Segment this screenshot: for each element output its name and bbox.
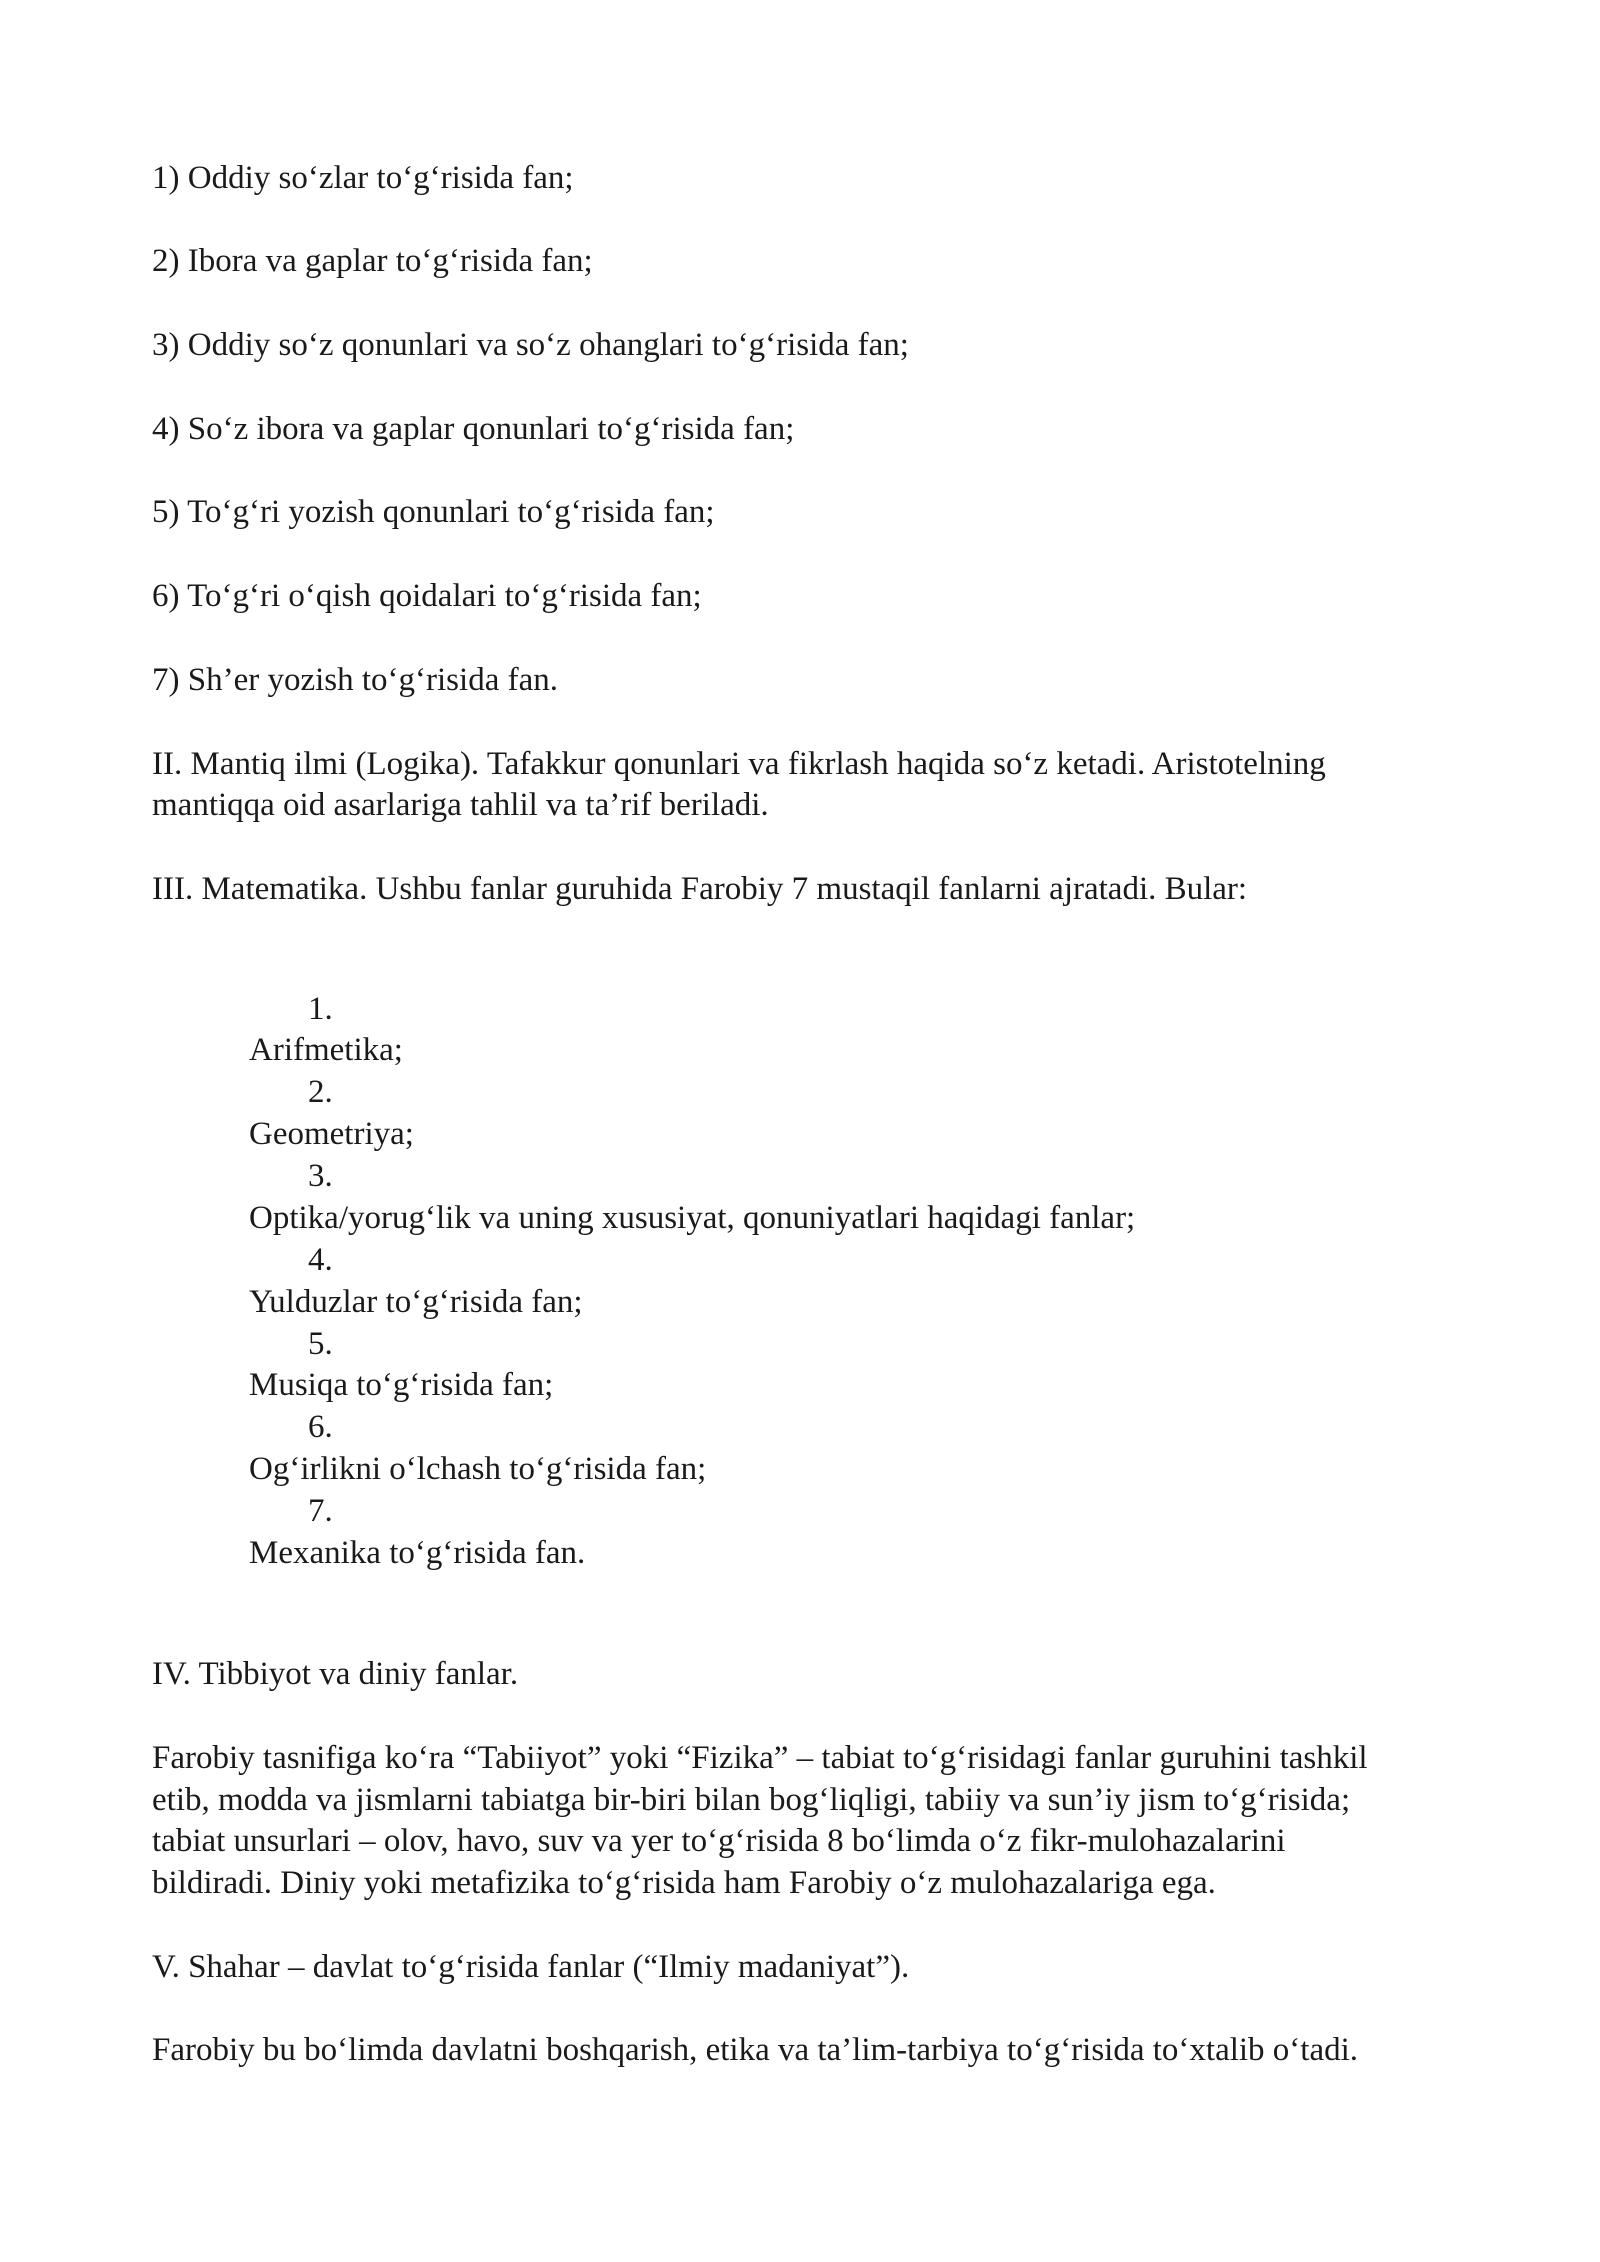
math-list-number: 7. <box>308 1493 333 1529</box>
intro-list-item-6: 6) To‘g‘ri o‘qish qoidalari to‘g‘risida fan; <box>152 578 702 614</box>
farobiy-para-line-2: etib, modda va jismlarni tabiatga bir-biri bilan bog‘liqligi, tabiiy va sun’iy jism to‘g‘risida; <box>152 1782 1351 1818</box>
math-list-number: 2. <box>308 1074 333 1110</box>
farobiy-para-line-1: Farobiy tasnifiga ko‘ra “Tabiiyot” yoki “Fizika” – tabiat to‘g‘risidagi fanlar guruhini tashkil <box>152 1740 1368 1776</box>
final-para-line-1: Farobiy bu bo‘limda davlatni boshqarish, etika va ta’lim-tarbiya to‘g‘risida to‘xtalib o‘tadi. <box>152 2032 1359 2068</box>
math-list-text: Mexanika to‘g‘risida fan. <box>249 1535 586 1571</box>
math-list-text: Arifmetika; <box>249 1032 403 1068</box>
math-list-number: 4. <box>308 1242 333 1278</box>
math-list-number: 5. <box>308 1326 333 1362</box>
intro-list-item-5: 5) To‘g‘ri yozish qonunlari to‘g‘risida fan; <box>152 494 715 530</box>
intro-list-item-2: 2) Ibora va gaplar to‘g‘risida fan; <box>152 243 593 279</box>
math-list-text: Og‘irlikni o‘lchash to‘g‘risida fan; <box>249 1451 707 1487</box>
math-list-text: Optika/yorug‘lik va uning xususiyat, qonuniyatlari haqidagi fanlar; <box>249 1200 1136 1236</box>
intro-list-item-1: 1) Oddiy so‘zlar to‘g‘risida fan; <box>152 160 574 196</box>
math-list-number: 3. <box>308 1158 333 1194</box>
section-iii-line-1: III. Matematika. Ushbu fanlar guruhida Farobiy 7 mustaqil fanlarni ajratadi. Bular: <box>152 871 1248 907</box>
math-list-text: Musiqa to‘g‘risida fan; <box>249 1367 554 1403</box>
section-iv-line-1: IV. Tibbiyot va diniy fanlar. <box>152 1656 519 1692</box>
math-list-number: 6. <box>308 1409 333 1445</box>
math-list-number: 1. <box>308 991 333 1027</box>
farobiy-para-line-4: bildiradi. Diniy yoki metafizika to‘g‘risida ham Farobiy o‘z mulohazalariga ega. <box>152 1865 1216 1901</box>
intro-list-item-3: 3) Oddiy so‘z qonunlari va so‘z ohanglari to‘g‘risida fan; <box>152 327 909 363</box>
math-list-text: Geometriya; <box>249 1116 414 1152</box>
math-list-text: Yulduzlar to‘g‘risida fan; <box>249 1284 583 1320</box>
farobiy-para-line-3: tabiat unsurlari – olov, havo, suv va yer to‘g‘risida 8 bo‘limda o‘z fikr-mulohazalarini <box>152 1823 1286 1859</box>
intro-list-item-4: 4) So‘z ibora va gaplar qonunlari to‘g‘risida fan; <box>152 411 795 447</box>
section-v-line-1: V. Shahar – davlat to‘g‘risida fanlar (“Ilmiy madaniyat”). <box>152 1949 910 1985</box>
intro-list-item-7: 7) Sh’er yozish to‘g‘risida fan. <box>152 662 558 698</box>
section-ii-line-2: mantiqqa oid asarlariga tahlil va ta’rif beriladi. <box>152 787 769 823</box>
section-ii-line-1: II. Mantiq ilmi (Logika). Tafakkur qonunlari va fikrlash haqida so‘z ketadi. Aristotelning <box>152 746 1326 782</box>
